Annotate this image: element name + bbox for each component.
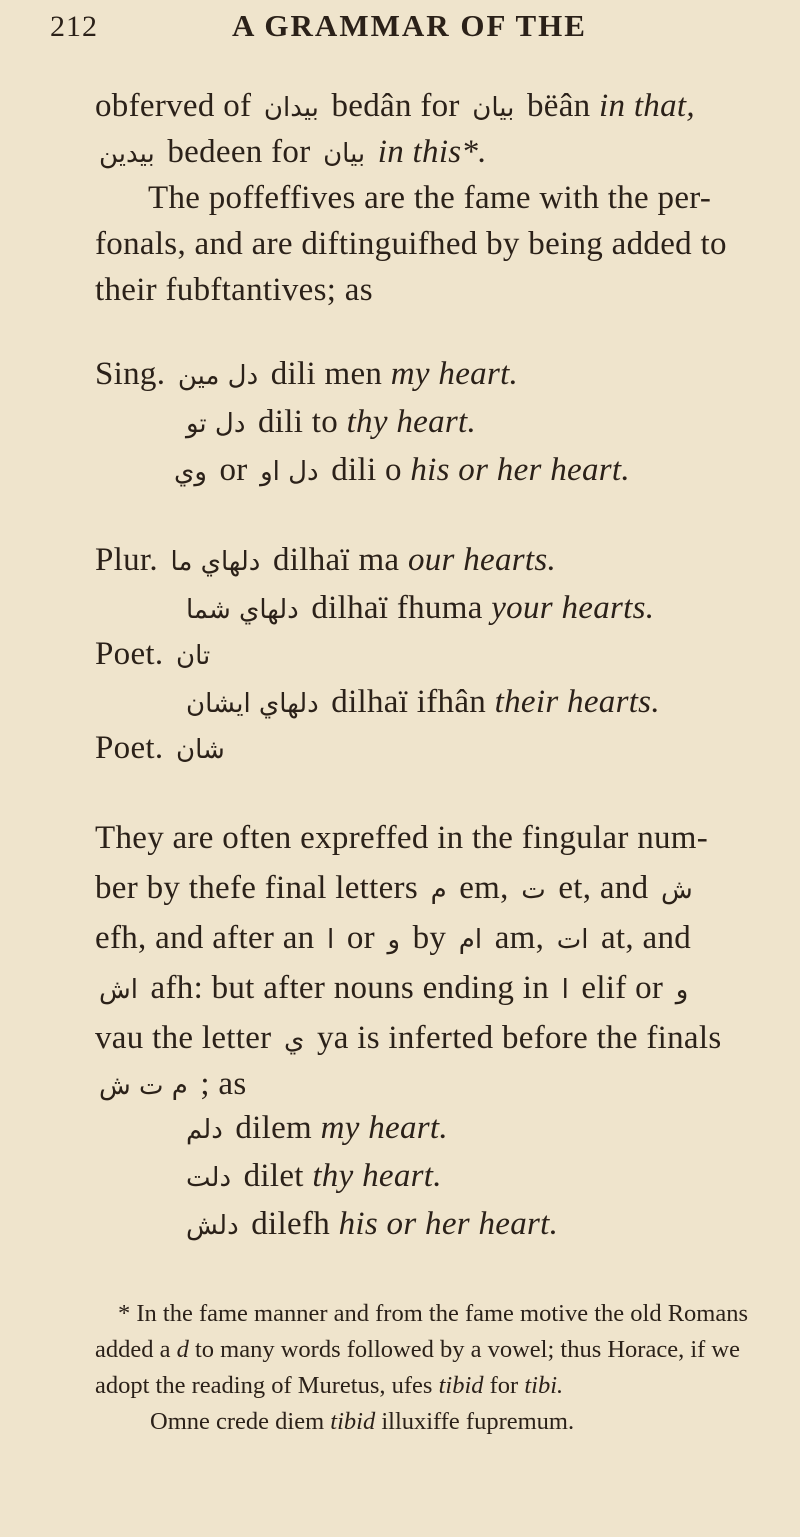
para2-line-4 bbox=[95, 970, 692, 1007]
intro-line-2 bbox=[95, 134, 487, 171]
text: Omne crede diem bbox=[150, 1408, 325, 1435]
text: dili men bbox=[270, 356, 383, 392]
italic-text: tibid bbox=[330, 1408, 376, 1435]
para2-line-5 bbox=[95, 1020, 721, 1057]
text: or bbox=[219, 452, 248, 488]
arabic-letter: م bbox=[430, 875, 447, 905]
text: dili o bbox=[331, 452, 402, 488]
italic-text: tibi. bbox=[524, 1372, 564, 1399]
arabic-word: دلت bbox=[186, 1163, 232, 1193]
footnote-line-2 bbox=[95, 1336, 740, 1364]
text: bedân for bbox=[331, 88, 460, 124]
arabic-letter: ش bbox=[660, 875, 693, 905]
sing-row-1 bbox=[95, 356, 518, 393]
arabic-word: وي bbox=[174, 457, 207, 487]
text: dilefh bbox=[251, 1206, 330, 1242]
footnote-line-3 bbox=[95, 1372, 563, 1400]
sing-row-3 bbox=[170, 452, 630, 489]
text: dilhaï fhuma bbox=[311, 590, 483, 626]
example-2 bbox=[182, 1158, 442, 1195]
text: em, bbox=[459, 870, 509, 906]
italic-text: his or her heart. bbox=[410, 452, 630, 488]
italic-text: thy heart. bbox=[346, 404, 477, 440]
intro-line-1 bbox=[95, 88, 695, 125]
para2-line-6 bbox=[95, 1066, 247, 1103]
poet-row-1 bbox=[95, 636, 214, 673]
arabic-word: تان bbox=[175, 641, 211, 671]
text: illuxiffe fupremum. bbox=[381, 1408, 575, 1435]
text: dilhaï ifhân bbox=[331, 684, 487, 720]
italic-text: our hearts. bbox=[407, 542, 557, 578]
italic-text: my heart. bbox=[390, 356, 519, 392]
arabic-word: بيان bbox=[472, 93, 515, 123]
italic-text: my heart. bbox=[320, 1110, 448, 1146]
arabic-word: دل تو bbox=[186, 409, 246, 439]
poet-label: Poet. bbox=[95, 636, 164, 672]
arabic-letter: ا bbox=[327, 925, 335, 955]
text: dilet bbox=[243, 1158, 304, 1194]
arabic-word: دلهاي ما bbox=[170, 547, 261, 577]
italic-text: in this*. bbox=[377, 134, 487, 170]
arabic-word: دلم bbox=[186, 1115, 223, 1145]
example-3 bbox=[182, 1206, 558, 1243]
arabic-word: بيدين bbox=[99, 139, 155, 169]
text: ya is inferted before the finals bbox=[316, 1020, 722, 1056]
arabic-letter: ي bbox=[284, 1025, 305, 1055]
text: elif or bbox=[581, 970, 664, 1006]
arabic-word: دلش bbox=[186, 1211, 239, 1241]
arabic-letter: ات bbox=[556, 925, 589, 955]
text: dilhaï ma bbox=[272, 542, 400, 578]
text: obferved of bbox=[95, 88, 252, 124]
text: by bbox=[412, 920, 447, 956]
text: afh: but after nouns ending in bbox=[150, 970, 550, 1006]
italic-text: their hearts. bbox=[494, 684, 660, 720]
arabic-letters: م ت ش bbox=[99, 1071, 188, 1101]
arabic-word: دلهاي شما bbox=[186, 595, 299, 625]
arabic-letter: ت bbox=[521, 875, 546, 905]
text: ; as bbox=[200, 1066, 247, 1102]
plur-row-2 bbox=[182, 590, 654, 627]
text: vau the letter bbox=[95, 1020, 272, 1056]
arabic-word: بيدان bbox=[263, 93, 319, 123]
text: added a bbox=[95, 1336, 171, 1363]
arabic-word: دل او bbox=[260, 457, 319, 487]
text: bëân bbox=[526, 88, 591, 124]
italic-text: tibid bbox=[438, 1372, 484, 1399]
text: dilem bbox=[235, 1110, 313, 1146]
page-number: 212 bbox=[50, 10, 98, 43]
text: or bbox=[346, 920, 375, 956]
text: dili to bbox=[257, 404, 338, 440]
italic-text: his or her heart. bbox=[338, 1206, 559, 1242]
arabic-word: شان bbox=[175, 735, 225, 765]
arabic-word: بيان bbox=[323, 139, 366, 169]
text: for bbox=[489, 1372, 519, 1399]
arabic-letter: ا bbox=[561, 975, 569, 1005]
italic-text: thy heart. bbox=[312, 1158, 442, 1194]
footnote-line-4 bbox=[150, 1408, 574, 1436]
para2-line-1: They are often expreffed in the fingular num- bbox=[95, 820, 709, 856]
running-title: A GRAMMAR OF THE bbox=[232, 8, 587, 43]
italic-text: in that, bbox=[599, 88, 695, 124]
sing-label: Sing. bbox=[95, 356, 166, 392]
arabic-letter: اش bbox=[99, 975, 138, 1005]
arabic-word: دلهاي ايشان bbox=[186, 689, 319, 719]
arabic-word: دل مين bbox=[177, 361, 259, 391]
footnote-line-1: * In the fame manner and from the fame motive the old Romans bbox=[118, 1300, 749, 1327]
example-1 bbox=[182, 1110, 448, 1147]
text: to many words followed by a vowel; thus Horace, if we bbox=[195, 1336, 740, 1363]
text: bedeen for bbox=[167, 134, 311, 170]
plur-row-1 bbox=[95, 542, 556, 579]
text: adopt the reading of Muretus, ufes bbox=[95, 1372, 433, 1399]
para2-line-3 bbox=[95, 920, 691, 957]
intro-line-3: The poffeffives are the fame with the per- bbox=[148, 180, 712, 216]
poet-row-2 bbox=[95, 730, 229, 767]
italic-text: your hearts. bbox=[491, 590, 655, 626]
plur-row-3 bbox=[182, 684, 660, 721]
arabic-letter: و bbox=[675, 975, 689, 1005]
text: at, and bbox=[600, 920, 692, 956]
text: ber by thefe final letters bbox=[95, 870, 418, 906]
plur-label: Plur. bbox=[95, 542, 158, 578]
arabic-letter: و bbox=[387, 925, 401, 955]
sing-row-2 bbox=[182, 404, 476, 441]
text: am, bbox=[494, 920, 545, 956]
para2-line-2 bbox=[95, 870, 697, 907]
arabic-letter: ام bbox=[458, 925, 483, 955]
text: et, and bbox=[558, 870, 649, 906]
poet-label: Poet. bbox=[95, 730, 164, 766]
text: efh, and after an bbox=[95, 920, 315, 956]
italic-text: d bbox=[176, 1336, 189, 1363]
intro-line-4: fonals, and are diftinguifhed by being added to bbox=[95, 226, 727, 262]
intro-line-5: their fubftantives; as bbox=[95, 272, 373, 308]
